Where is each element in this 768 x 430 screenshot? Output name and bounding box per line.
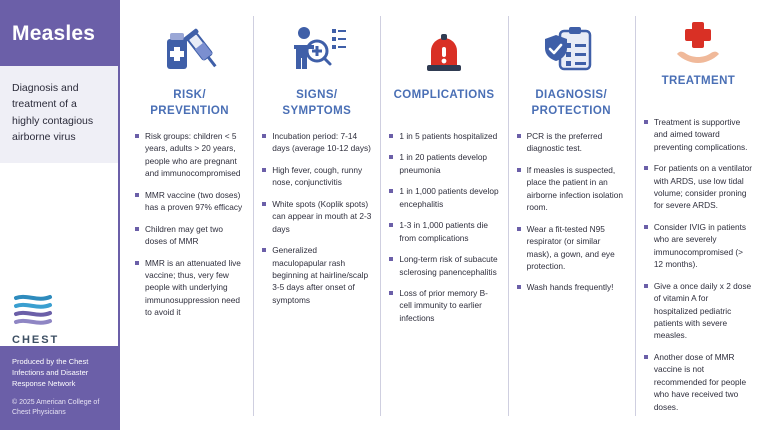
list-item: Long-term risk of subacute sclerosing panencephalitis (389, 253, 498, 278)
list-item: Risk groups: children < 5 years, adults > 20 years, people who are pregnant and immunocompromised (135, 130, 244, 180)
list-item: For patients on a ventilator with ARDS, use low tidal volume; consider proning for severe ARDS. (644, 162, 753, 212)
content-columns (120, 0, 768, 430)
clipboard-shield-checklist-icon (517, 10, 626, 88)
column-title (517, 88, 626, 120)
list-item: White spots (Koplik spots) can appear in mouth at 2-3 days (262, 198, 371, 235)
column-risk-prevention (126, 10, 253, 422)
list-item: Loss of prior memory B-cell immunity to earlier infections (389, 287, 498, 324)
bullet-list (517, 130, 626, 303)
column-treatment (635, 10, 762, 422)
chest-wave-logo-icon (12, 292, 54, 326)
list-item: High fever, cough, runny nose, conjunctivitis (262, 164, 371, 189)
column-title (262, 88, 371, 120)
column-signs-symptoms (253, 10, 380, 422)
column-title-line1: DIAGNOSIS/ (535, 89, 608, 101)
column-title-line1: SIGNS/ (296, 89, 338, 101)
vaccine-syringe-vial-icon (135, 10, 244, 88)
hand-holding-red-cross-icon (644, 10, 753, 74)
column-title-line1: RISK/ (173, 89, 206, 101)
sidebar (0, 0, 120, 430)
list-item: Wash hands frequently! (517, 281, 626, 293)
patient-symptom-checklist-icon (262, 10, 371, 88)
list-item: MMR is an attenuated live vaccine; thus, very few people with underlying immunosuppression need to avoid it (135, 257, 244, 319)
column-title-line2: SYMPTOMS (282, 104, 352, 117)
column-title-line1: TREATMENT (661, 74, 736, 87)
column-title-line2: PROTECTION (531, 104, 611, 117)
list-item: 1-3 in 1,000 patients die from complications (389, 219, 498, 244)
bullet-list (389, 130, 498, 333)
list-item: Wear a fit-tested N95 respirator (or similar mask), a gown, and eye protection. (517, 223, 626, 273)
bullet-list (644, 116, 753, 422)
column-title-line1: COMPLICATIONS (393, 89, 495, 101)
logo-wordmark: CHEST (12, 333, 60, 346)
page-title: Measles (0, 0, 118, 66)
list-item: 1 in 1,000 patients develop encephalitis (389, 185, 498, 210)
column-title (135, 88, 244, 120)
column-diagnosis-protection (508, 10, 635, 422)
list-item: 1 in 5 patients hospitalized (389, 130, 498, 142)
column-complications (380, 10, 507, 422)
chest-logo (0, 292, 118, 332)
page-subtitle: Diagnosis and treatment of a highly contagious airborne virus (0, 66, 118, 163)
list-item: Incubation period: 7-14 days (average 10-12 days) (262, 130, 371, 155)
list-item: If measles is suspected, place the patient in an airborne infection isolation room. (517, 164, 626, 214)
list-item: PCR is the preferred diagnostic test. (517, 130, 626, 155)
list-item: Give a once daily x 2 dose of vitamin A for hospitalized pediatric patients with severe measles. (644, 280, 753, 342)
column-title (389, 88, 498, 120)
bullet-list (262, 130, 371, 315)
sidebar-spacer (0, 163, 118, 292)
list-item: MMR vaccine (two doses) has a proven 97% efficacy (135, 189, 244, 214)
list-item: Another dose of MMR vaccine is not recommended for people who have received two doses. (644, 351, 753, 413)
bullet-list (135, 130, 244, 328)
list-item: Generalized maculopapular rash beginning at hairline/scalp 3-5 days after onset of symptoms (262, 244, 371, 306)
column-title-line2: PREVENTION (150, 104, 229, 117)
list-item: Children may get two doses of MMR (135, 223, 244, 248)
list-item: Consider IVIG in patients who are severely immunocompromised (> 12 months). (644, 221, 753, 271)
footer-credit: Produced by the Chest Infections and Disaster Response Network (0, 346, 118, 398)
alert-siren-icon (389, 10, 498, 88)
column-title (644, 74, 753, 106)
list-item: Treatment is supportive and aimed toward preventing complications. (644, 116, 753, 153)
list-item: 1 in 20 patients develop pneumonia (389, 151, 498, 176)
footer-copyright: © 2025 American College of Chest Physicians (0, 398, 118, 430)
